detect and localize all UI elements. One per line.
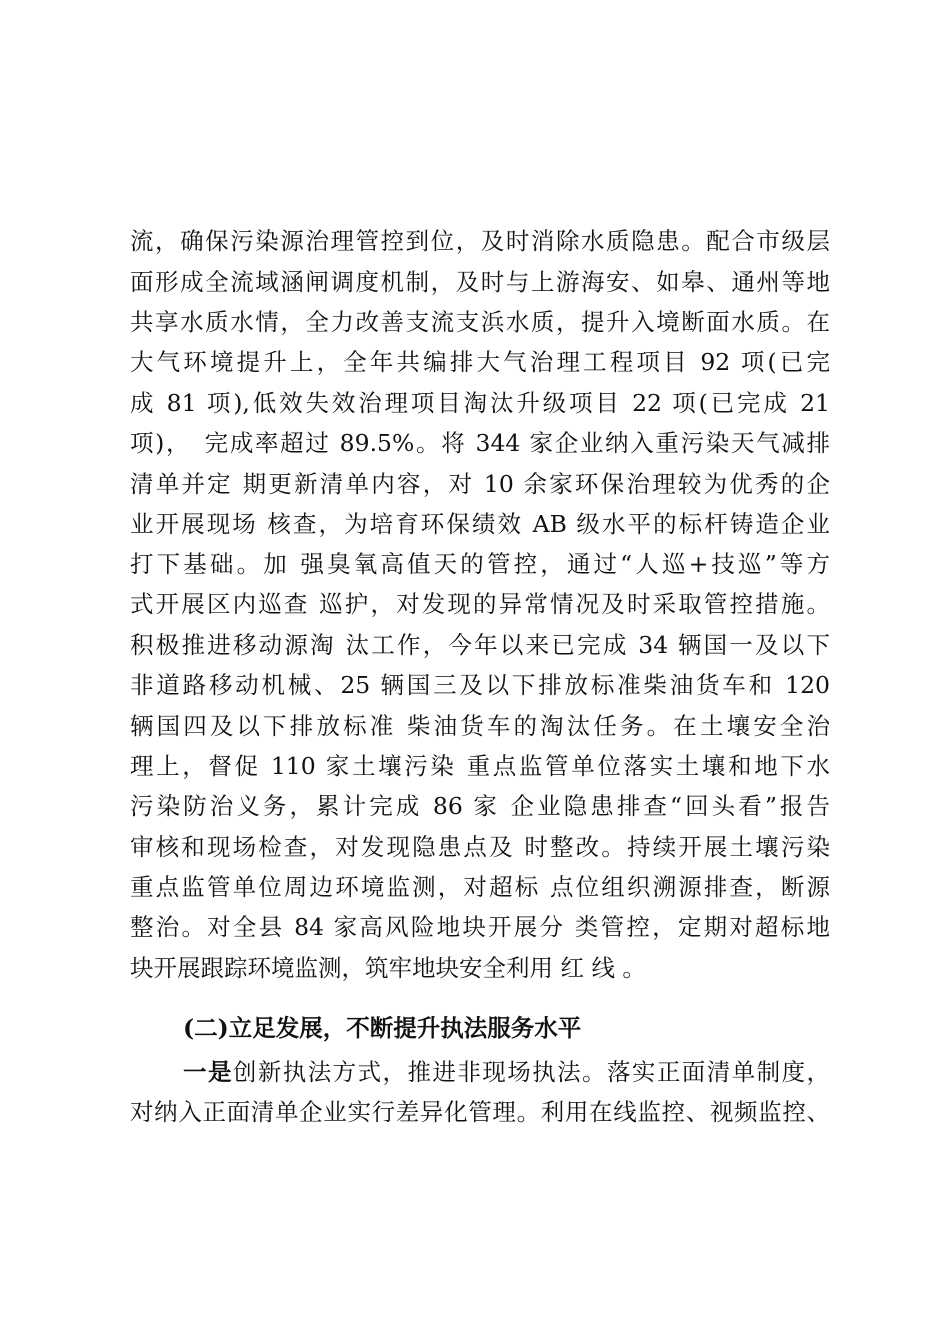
paragraph-line-4: 大气环境提升上，全年共编排大气治理工程项目 92 项(已完 xyxy=(130,348,830,376)
paragraph-line-15: 污染防治义务，累计完成 86 家 企业隐患排查“回头看”报告 xyxy=(130,792,830,820)
paragraph-line-1: 流，确保污染源治理管控到位，及时消除水质隐患。配合市级层 xyxy=(130,227,830,255)
item-line-1 xyxy=(183,1052,830,1092)
item-line-2: 对纳入正面清单企业实行差异化管理。利用在线监控、视频监控、 xyxy=(130,1098,830,1126)
paragraph-line-14: 理上，督促 110 家土壤污染 重点监管单位落实土壤和地下水 xyxy=(130,752,830,780)
paragraph-line-13: 辆国四及以下排放标准 柴油货车的淘汰任务。在土壤安全治 xyxy=(130,712,830,740)
item-lead: 一是 xyxy=(183,1058,233,1086)
paragraph-line-11: 积极推进移动源淘 汰工作，今年以来已完成 34 辆国一及以下 xyxy=(130,631,830,659)
paragraph-line-3: 共享水质水情，全力改善支流支浜水质，提升入境断面水质。在 xyxy=(130,308,830,336)
paragraph-line-19: 块开展跟踪环境监测，筑牢地块安全利用 红 线 。 xyxy=(130,954,646,982)
paragraph-line-12: 非道路移动机械、25 辆国三及以下排放标准柴油货车和 120 xyxy=(130,671,830,699)
paragraph-line-17: 重点监管单位周边环境监测，对超标 点位组织溯源排查，断源 xyxy=(130,873,830,901)
item-line-1-text: 创新执法方式，推进非现场执法。落实正面清单制度， xyxy=(232,1058,830,1086)
paragraph-line-5: 成 81 项),低效失效治理项目淘汰升级项目 22 项(已完成 21 xyxy=(130,389,830,417)
paragraph-line-16: 审核和现场检查，对发现隐患点及 时整改。持续开展土壤污染 xyxy=(130,833,830,861)
paragraph-line-6: 项)， 完成率超过 89.5%。将 344 家企业纳入重污染天气减排 xyxy=(130,429,830,457)
paragraph-line-2: 面形成全流域涵闸调度机制，及时与上游海安、如皋、通州等地 xyxy=(130,268,830,296)
paragraph-line-7: 清单并定 期更新清单内容，对 10 余家环保治理较为优秀的企 xyxy=(130,470,830,498)
paragraph-line-10: 式开展区内巡查 巡护，对发现的异常情况及时采取管控措施。 xyxy=(130,590,830,618)
section-heading: (二)立足发展，不断提升执法服务水平 xyxy=(183,1014,582,1042)
paragraph-line-9: 打下基础。加 强臭氧高值天的管控，通过“人巡+技巡”等方 xyxy=(130,550,830,578)
paragraph-line-18: 整治。对全县 84 家高风险地块开展分 类管控，定期对超标地 xyxy=(130,913,830,941)
paragraph-line-8: 业开展现场 核查，为培育环保绩效 AB 级水平的标杆铸造企业 xyxy=(130,510,830,538)
